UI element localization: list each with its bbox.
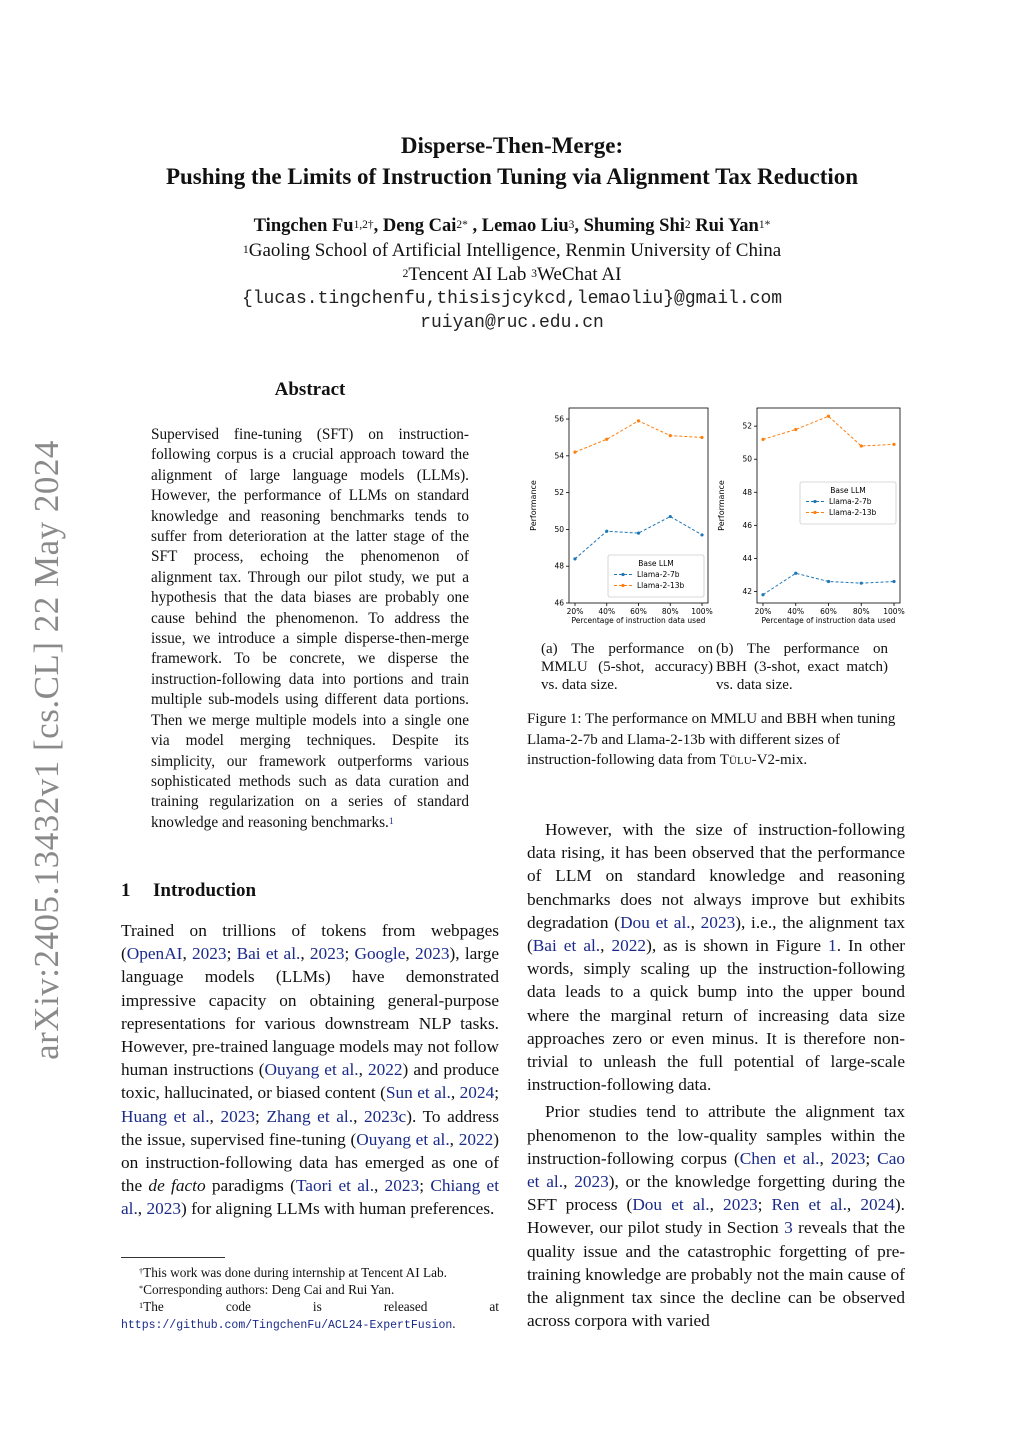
y-tick-label: 52 — [742, 421, 752, 431]
text-run: , — [450, 1083, 460, 1103]
legend-marker — [813, 511, 816, 514]
data-point — [669, 434, 672, 437]
data-point — [761, 593, 764, 596]
data-point — [637, 419, 640, 422]
citation-link[interactable]: 2023 — [309, 944, 345, 964]
text-run: , — [563, 1172, 575, 1192]
text-run: de facto — [148, 1176, 206, 1196]
data-point — [892, 580, 895, 583]
citation-link[interactable]: Ren et al. — [771, 1195, 847, 1215]
citation-link[interactable]: Bai et al. — [532, 936, 601, 956]
citation-link[interactable]: Chiang et al. — [121, 1176, 500, 1219]
citation-link[interactable]: Chen et al. — [739, 1148, 820, 1168]
text-run: ; — [226, 944, 237, 964]
x-tick-label: 60% — [630, 607, 647, 616]
legend-entry: Llama-2-13b — [829, 508, 877, 517]
data-point — [827, 580, 830, 583]
citation-link[interactable]: Sun et al. — [385, 1083, 451, 1103]
citation-link[interactable]: Google — [354, 944, 406, 964]
citation-link[interactable]: OpenAI — [126, 944, 183, 964]
data-point — [700, 533, 703, 536]
data-point — [860, 444, 863, 447]
y-tick-label: 50 — [742, 454, 752, 464]
citation-link[interactable]: 2023 — [220, 1106, 256, 1126]
right-column-text — [527, 818, 905, 1332]
citation-link[interactable]: 2024 — [860, 1195, 895, 1215]
text-run: ; — [419, 1176, 431, 1196]
section-heading-introduction: 1 Introduction — [121, 880, 257, 901]
subcaption-a: (a) The performance on MMLU (5-shot, accuracy) vs. data size. — [541, 641, 713, 693]
text-run: ) and produce toxic, hallucinated, or biased content ( — [121, 1060, 500, 1103]
x-tick-label: 20% — [754, 607, 772, 616]
x-tick-label: 100% — [883, 607, 905, 616]
figure-1-caption: Figure 1: The performance on MMLU and BBH when tuning Llama-2-7b and Llama-2-13b with different sizes of instruction-following data from Tülu-V2-mix. — [527, 711, 896, 769]
y-tick-label: 42 — [742, 586, 752, 596]
series-line-llama-2-13b — [763, 416, 894, 446]
text-run: , — [449, 1129, 459, 1149]
legend-entry: Llama-2-13b — [637, 581, 685, 590]
y-tick-label: 52 — [554, 488, 564, 498]
text-run: , — [209, 1106, 221, 1126]
footnote-corresponding: *Corresponding authors: Deng Cai and Rui Yan. — [139, 1282, 395, 1297]
series-line-llama-2-13b — [575, 421, 702, 452]
legend-title: Base LLM — [638, 559, 674, 568]
text-run: ) for aligning LLMs with human preferences. — [181, 1199, 495, 1219]
text-run: , — [374, 1176, 385, 1196]
legend-entry: Llama-2-7b — [637, 570, 680, 579]
data-point — [605, 530, 608, 533]
paragraph-alignment-tax — [527, 818, 905, 1096]
legend-entry: Llama-2-7b — [829, 497, 872, 506]
citation-link[interactable]: Huang et al. — [121, 1106, 210, 1126]
data-point — [637, 531, 640, 534]
citation-link[interactable]: Zhang et al. — [266, 1106, 354, 1126]
text-run: Prior studies tend to attribute the alignment tax phenomenon to the low-quality samples within the instruction-following corpus ( — [527, 1102, 905, 1168]
text-run: ). To address the issue, supervised fine-tuning ( — [121, 1106, 499, 1149]
paper-title: Disperse-Then-Merge: Pushing the Limits of Instruction Tuning via Alignment Tax Reduction — [165, 133, 859, 189]
text-run: However, with the size of instruction-following data rising, it has been observed that the performance of LLM on standard knowledge and reasoning benchmarks does not always improve but exhibits degradation ( — [527, 820, 905, 932]
text-run: . In other words, simply scaling up the instruction-following data leads to a quick bump into the upper bound where the marginal return of increasing data size approaches zero or even minus. It is therefore non-trivial to unleash the full potential of large-scale instruction-following data. — [527, 936, 906, 1095]
legend-marker — [813, 500, 816, 503]
citation-link[interactable]: 2023 — [146, 1199, 181, 1219]
citation-link[interactable]: 2022 — [367, 1060, 403, 1080]
y-tick-label: 44 — [742, 553, 752, 563]
y-tick-label: 46 — [554, 598, 564, 608]
footnote-code: $^1$The code is released at https://github.com/TingchenFu/ACL24-ExpertFusion. — [121, 1299, 499, 1332]
citation-link[interactable]: 1 — [828, 936, 837, 956]
text-run: ), as is shown in Figure — [646, 936, 829, 956]
text-run: ; — [344, 944, 355, 964]
figure-1-charts — [527, 400, 905, 630]
text-run: , — [137, 1199, 147, 1219]
footnote-ref-1[interactable]: 1 — [388, 816, 394, 827]
data-point — [892, 443, 895, 446]
citation-link[interactable]: 2024 — [459, 1083, 495, 1103]
citation-link[interactable]: 2022 — [458, 1129, 494, 1149]
data-point — [700, 436, 703, 439]
citation-link[interactable]: 2023 — [192, 944, 227, 964]
x-axis-label: Percentage of instruction data used — [571, 616, 706, 625]
series-line-llama-2-7b — [575, 517, 702, 559]
text-run: ; — [494, 1083, 500, 1103]
x-tick-label: 80% — [852, 607, 870, 616]
citation-link[interactable]: 3 — [784, 1218, 793, 1238]
intro-paragraph — [121, 919, 499, 1221]
text-run: , — [300, 944, 310, 964]
affiliation-2: $^2$Tencent AI Lab $^3$WeChat AI — [402, 264, 622, 285]
affiliation-1: $^1$Gaoling School of Artificial Intelligence, Renmin University of China — [242, 240, 782, 261]
x-tick-label: 20% — [566, 607, 584, 616]
citation-link[interactable]: Bai et al. — [236, 944, 301, 964]
citation-link[interactable]: Dou et al. — [620, 912, 691, 932]
text-run: , — [182, 944, 192, 964]
text-run: Trained on trillions of tokens from webpages ( — [121, 921, 499, 964]
y-axis-label: Performance — [717, 480, 726, 531]
data-point — [761, 438, 764, 441]
x-tick-label: 40% — [787, 607, 805, 616]
code-link[interactable]: https://github.com/TingchenFu/ACL24-ExpertFusion — [121, 1319, 453, 1332]
footnote-internship: †This work was done during internship at Tencent AI Lab. — [139, 1265, 447, 1280]
data-point — [794, 428, 797, 431]
citation-link[interactable]: Taori et al. — [295, 1176, 375, 1196]
text-run: reveals that the quality issue and the catastrophic forgetting of pre-training knowledge are probably not the main cause of the alignment tax since the decline can be observed across corpora with varied — [527, 1218, 905, 1331]
text-run: , — [709, 1195, 724, 1215]
text-run: ), large language models (LLMs) have demonstrated impressive capacity on obtaining general-purpose representations for various downstream NLP tasks. However, pre-trained language models may not follow human instructions ( — [121, 944, 500, 1080]
legend-title: Base LLM — [830, 486, 866, 495]
abstract-heading: Abstract — [274, 379, 346, 400]
text-run: ; — [757, 1195, 772, 1215]
citation-link[interactable]: 2023 — [700, 912, 736, 932]
citation-link[interactable]: 2023 — [574, 1172, 609, 1192]
arxiv-stamp: arXiv:2405.13432v1 [cs.CL] 22 May 2024 — [27, 440, 66, 1060]
text-run: , — [600, 936, 612, 956]
citation-link[interactable]: 2023 — [723, 1195, 758, 1215]
x-tick-label: 60% — [820, 607, 837, 616]
citation-link[interactable]: 2023 — [384, 1176, 420, 1196]
footnotes — [121, 1264, 499, 1334]
text-run: , — [690, 912, 701, 932]
y-tick-label: 54 — [554, 451, 564, 461]
y-tick-label: 48 — [742, 487, 752, 497]
citation-link[interactable]: Dou et al. — [632, 1195, 710, 1215]
citation-link[interactable]: 2023 — [414, 944, 450, 964]
email-2: ruiyan@ruc.edu.cn — [420, 313, 604, 333]
data-point — [573, 451, 576, 454]
y-tick-label: 50 — [554, 524, 564, 534]
y-tick-label: 48 — [554, 561, 564, 571]
text-run: ), i.e., the alignment tax ( — [527, 912, 906, 956]
citation-link[interactable]: Cao et al. — [527, 1148, 906, 1192]
citation-link[interactable]: 2023 — [830, 1148, 866, 1168]
citation-link[interactable]: Ouyang et al. — [264, 1060, 359, 1080]
text-run: ) on instruction-following data has emerged as one of the — [121, 1129, 500, 1196]
text-run: ; — [865, 1148, 878, 1168]
bbh-chart — [715, 400, 905, 630]
text-run: ), or the knowledge forgetting during the SFT process ( — [527, 1172, 905, 1215]
citation-link[interactable]: Ouyang et al. — [356, 1129, 450, 1149]
subcaption-b: (b) The performance on BBH (3-shot, exact match) vs. data size. — [716, 641, 888, 693]
text-run: , — [405, 944, 415, 964]
mmlu-chart — [527, 400, 713, 630]
data-point — [827, 415, 830, 418]
email-1: {lucas.tingchenfu,thisisjcykcd,lemaoliu}@gmail.com — [241, 289, 783, 309]
text-run: ; — [255, 1106, 267, 1126]
paragraph-prior-studies — [527, 1100, 905, 1332]
text-run: paradigms ( — [205, 1176, 296, 1196]
y-tick-label: 56 — [554, 414, 564, 424]
text-run: ). However, our pilot study in Section — [527, 1195, 905, 1238]
text-run: , — [819, 1148, 831, 1168]
author-list: Tingchen $Fu^{1,2\dagger}$, Deng Cai$^{2*}$ , Lemao Liu$^3$, Shuming Shi$^2$ Rui Yan$^{1*}$ — [253, 216, 771, 236]
x-axis-label: Percentage of instruction data used — [761, 616, 896, 625]
abstract-text: Supervised fine-tuning (SFT) on instruction-following corpus is a crucial approach toward the alignment of large language models (LLMs). However, the performance of LLMs on standard knowledge and reasoning benchmarks tends to suffer from deterioration at the latter stage of the SFT process, echoing the phenomenon of alignment tax. Through our pilot study, we put a hypothesis that the data biases are probably one cause behind the phenomenon. To address the issue, we introduce a simple disperse-then-merge framework. To be concrete, we disperse the instruction-following data into portions and train multiple sub-models using different data portions. Then we merge multiple models into a single one via model merging techniques. Despite its simplicity, our framework outperforms various sophisticated methods such as data curation and training regularization on a series of standard knowledge and reasoning benchmarks.$^1$ — [151, 426, 469, 831]
y-tick-label: 46 — [742, 520, 752, 530]
x-tick-label: 100% — [691, 607, 713, 616]
citation-link[interactable]: 2022 — [611, 936, 647, 956]
data-point — [605, 438, 608, 441]
legend-marker — [621, 584, 624, 587]
x-tick-label: 40% — [598, 607, 616, 616]
text-run: , — [358, 1060, 368, 1080]
legend-marker — [621, 573, 624, 576]
text-run: , — [846, 1195, 861, 1215]
series-line-llama-2-7b — [763, 573, 894, 594]
x-tick-label: 80% — [661, 607, 679, 616]
data-point — [860, 582, 863, 585]
data-point — [794, 572, 797, 575]
data-point — [669, 515, 672, 518]
data-point — [573, 557, 576, 560]
text-run: , — [353, 1106, 364, 1126]
paper-header — [100, 130, 924, 335]
y-axis-label: Performance — [529, 480, 538, 531]
footnote-rule — [121, 1257, 225, 1258]
citation-link[interactable]: 2023c — [363, 1106, 407, 1126]
